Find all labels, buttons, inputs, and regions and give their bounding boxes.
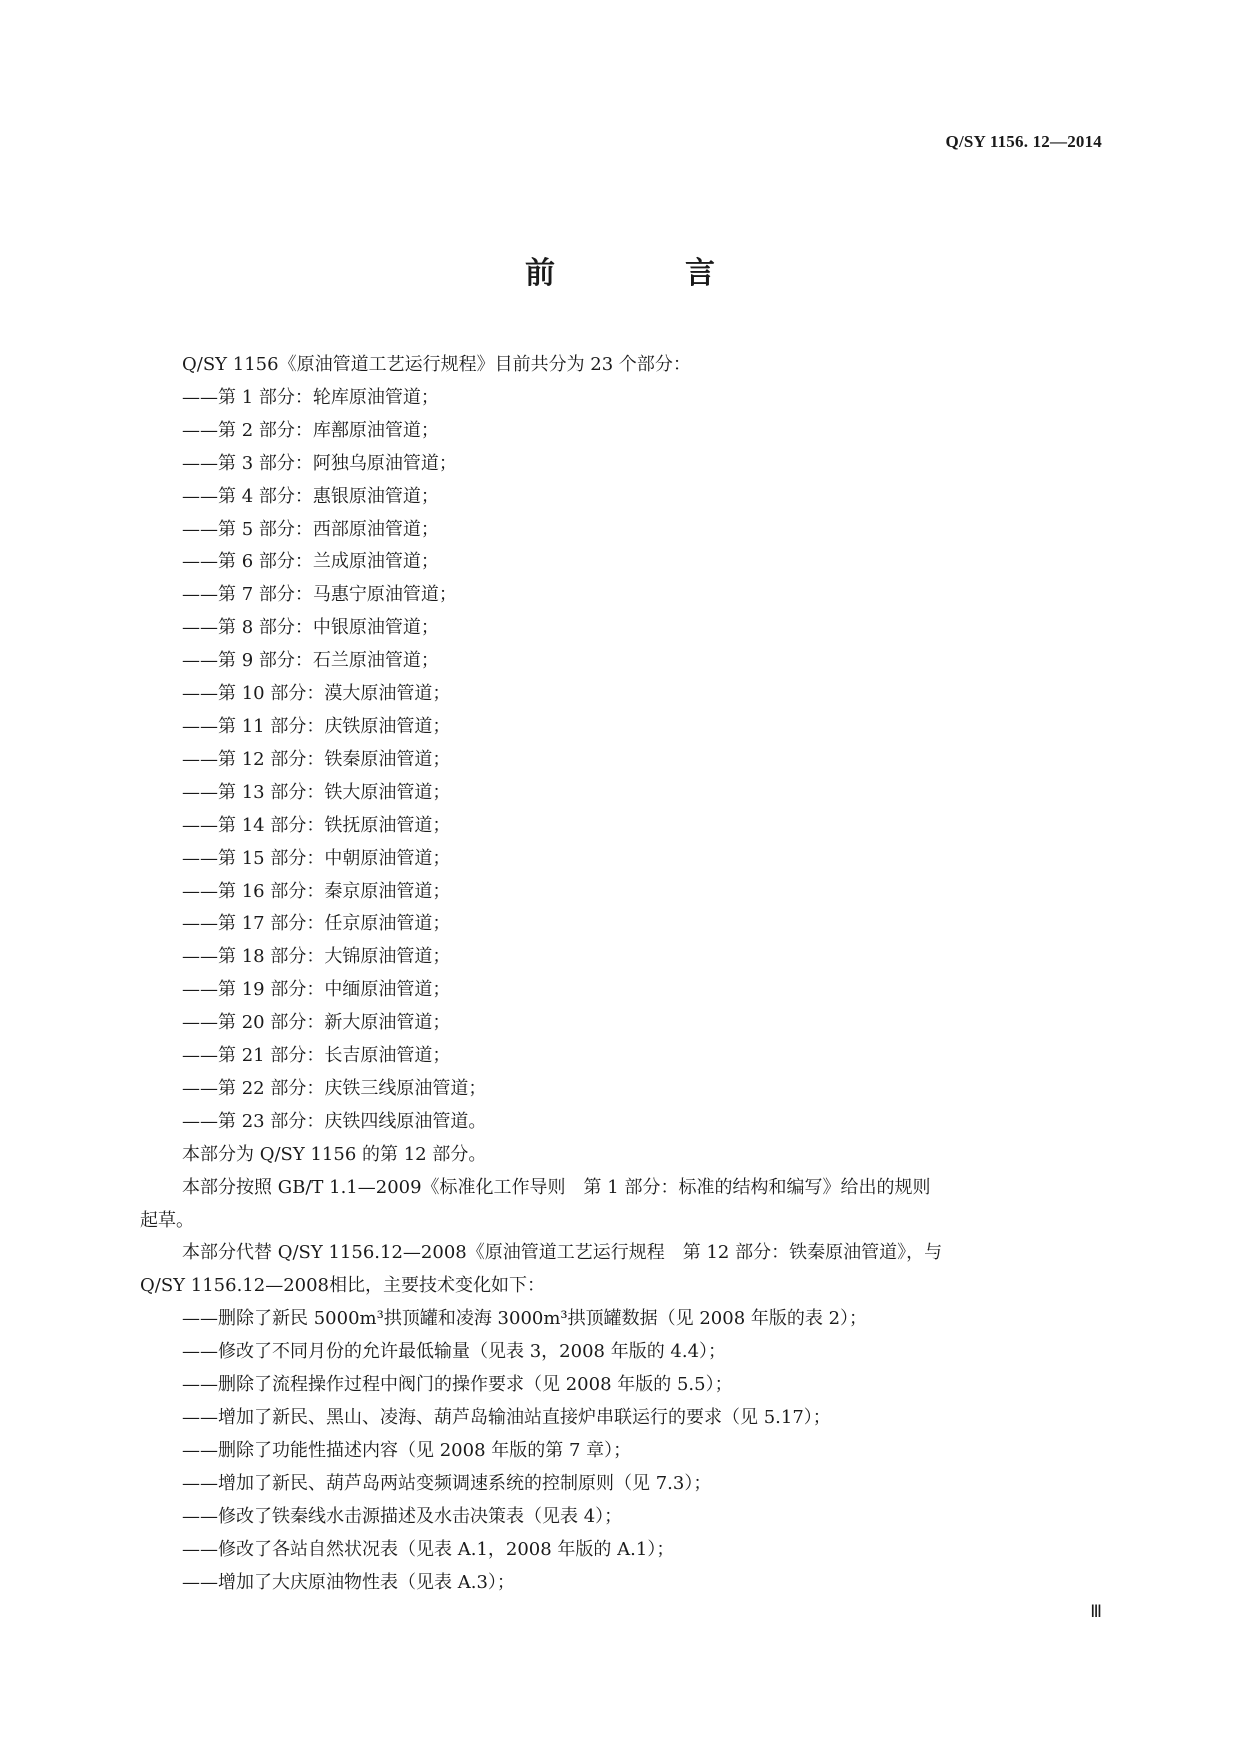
paragraph-line: Q/SY 1156《原油管道工艺运行规程》目前共分为 23 个部分： [182, 354, 691, 375]
paragraph-line: 本部分为 Q/SY 1156 的第 12 部分。 [182, 1143, 487, 1165]
list-item: ——修改了不同月份的允许最低输量（见表 3，2008 年版的 4.4）； [182, 1341, 727, 1363]
list-item: ——第 17 部分：任京原油管道； [182, 913, 451, 935]
standard-code: Q/SY 1156. 12—2014 [945, 132, 1102, 151]
list-item: ——第 10 部分：漠大原油管道； [182, 683, 451, 705]
page-title-text: 前 言 [525, 256, 765, 291]
list-item: ——增加了新民、黑山、凌海、葫芦岛输油站直接炉串联运行的要求（见 5.17）； [182, 1407, 831, 1428]
list-item: ——第 19 部分：中缅原油管道； [182, 979, 451, 1001]
list-item: ——第 6 部分：兰成原油管道； [182, 551, 439, 573]
paragraph-line: Q/SY 1156.12—2008相比，主要技术变化如下： [140, 1275, 545, 1297]
list-item: ——第 8 部分：中银原油管道； [182, 617, 439, 639]
list-item: ——增加了新民、葫芦岛两站变频调速系统的控制原则（见 7.3）； [182, 1472, 712, 1494]
list-item: ——第 13 部分：铁大原油管道； [182, 781, 451, 803]
list-item: ——第 4 部分：惠银原油管道； [182, 485, 439, 507]
list-item: ——第 3 部分：阿独乌原油管道； [182, 452, 457, 474]
list-item: ——第 9 部分：石兰原油管道； [182, 650, 439, 672]
page-number: Ⅲ [1090, 1602, 1102, 1621]
list-item: ——第 16 部分：秦京原油管道； [182, 880, 451, 902]
page-title [0, 248, 1240, 292]
list-item: ——删除了新民 5000m³拱顶罐和凌海 3000m³拱顶罐数据（见 2008 年版的表 2）； [182, 1308, 868, 1330]
list-item: ——第 7 部分：马惠宁原油管道； [182, 584, 457, 606]
paragraph-line: 本部分代替 Q/SY 1156.12—2008《原油管道工艺运行规程 第 12 部分：铁秦原油管道》，与 [182, 1242, 943, 1264]
list-item: ——第 11 部分：庆铁原油管道； [182, 715, 451, 737]
list-item: ——第 14 部分：铁抚原油管道； [182, 814, 451, 836]
list-item: ——第 21 部分：长吉原油管道； [182, 1045, 451, 1067]
list-item: ——第 2 部分：库鄯原油管道； [182, 419, 439, 441]
list-item: ——删除了流程操作过程中阀门的操作要求（见 2008 年版的 5.5）； [182, 1374, 733, 1396]
paragraph-line: 本部分按照 GB/T 1.1—2009《标准化工作导则 第 1 部分：标准的结构和编写》给出的规则 [182, 1176, 931, 1198]
list-item: ——修改了各站自然状况表（见表 A.1，2008 年版的 A.1）； [182, 1538, 675, 1560]
list-item: ——第 5 部分：西部原油管道； [182, 518, 439, 540]
paragraph-line: 起草。 [140, 1209, 194, 1231]
list-item: ——修改了铁秦线水击源描述及水击决策表（见表 4）； [182, 1505, 623, 1527]
list-item: ——删除了功能性描述内容（见 2008 年版的第 7 章）； [182, 1439, 632, 1461]
body-text [140, 349, 1102, 1599]
list-item: ——第 18 部分：大锦原油管道； [182, 946, 451, 968]
list-item: ——第 1 部分：轮库原油管道； [182, 386, 439, 408]
list-item: ——增加了大庆原油物性表（见表 A.3）； [182, 1571, 515, 1593]
list-item: ——第 22 部分：庆铁三线原油管道； [182, 1077, 487, 1099]
list-item: ——第 15 部分：中朝原油管道； [182, 847, 451, 869]
list-item: ——第 20 部分：新大原油管道； [182, 1012, 451, 1034]
list-item: ——第 23 部分：庆铁四线原油管道。 [182, 1110, 487, 1132]
list-item: ——第 12 部分：铁秦原油管道； [182, 748, 451, 770]
